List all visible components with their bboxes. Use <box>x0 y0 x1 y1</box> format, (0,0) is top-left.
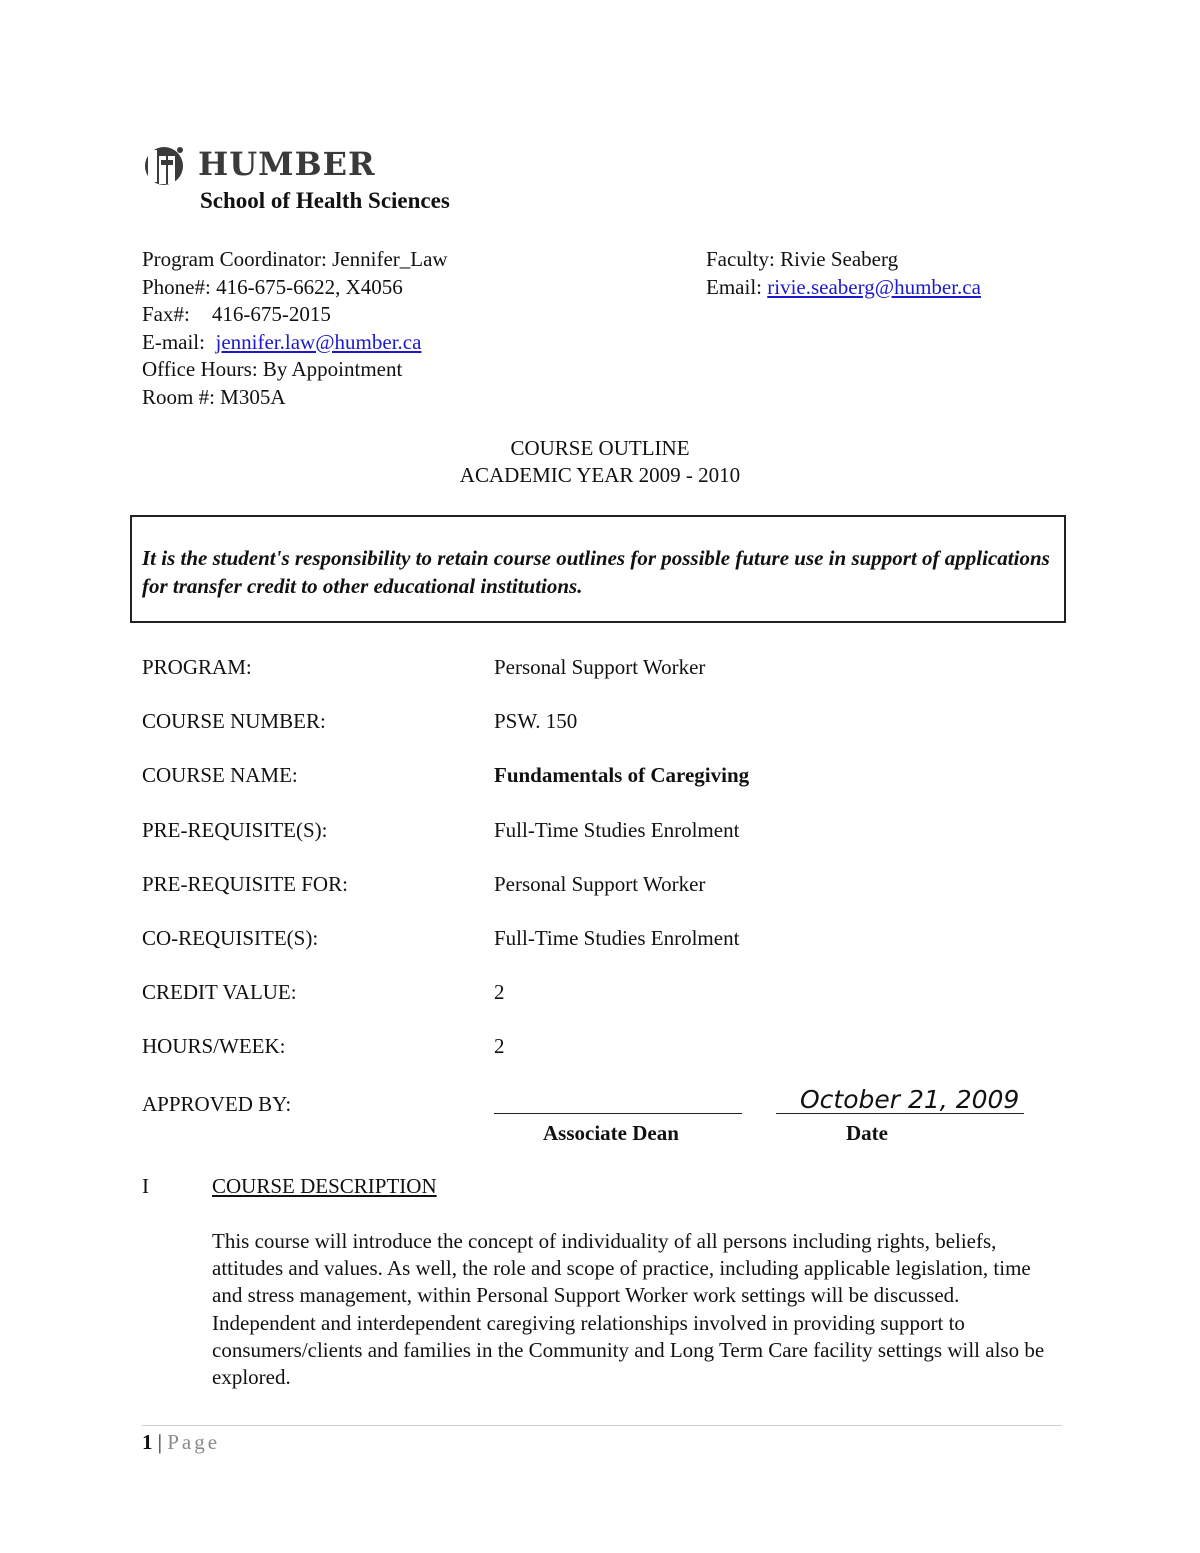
field-label-prerequisites: PRE-REQUISITE(S): <box>142 818 328 842</box>
page-number: 1 <box>142 1430 153 1454</box>
field-value-corequisites: Full-Time Studies Enrolment <box>494 926 740 950</box>
faculty-email <box>706 274 981 302</box>
fax-value: 416-675-2015 <box>211 302 331 326</box>
humber-logo-icon <box>142 142 186 186</box>
field-value-program: Personal Support Worker <box>494 655 706 679</box>
page-footer <box>142 1430 220 1455</box>
field-label-prerequisite-for: PRE-REQUISITE FOR: <box>142 872 348 896</box>
faculty-name: Faculty: Rivie Seaberg <box>706 247 899 271</box>
field-label-corequisites: CO-REQUISITE(S): <box>142 926 319 950</box>
coordinator-contact <box>142 246 448 411</box>
page-separator: | <box>157 1430 162 1454</box>
field-label-course-number: COURSE NUMBER: <box>142 709 326 733</box>
course-description: This course will introduce the concept of individuality of all persons including rights, beliefs, attitudes and values. As well, the role and scope of practice, including applicable legislation, time and stress management, within Personal Support Worker work settings will be discussed. Independent and interdependent caregiving relationships involved in providing support to consumers/clients and families in the Community and Long Term Care facility settings will also be explored. <box>212 1229 1045 1390</box>
signature-line <box>494 1113 742 1114</box>
section-number: I <box>142 1174 149 1198</box>
logo-text: HUMBER <box>198 145 376 183</box>
coordinator-email <box>142 329 448 357</box>
email-label: E-mail: <box>142 329 205 354</box>
field-value-hours-week: 2 <box>494 1034 505 1058</box>
associate-dean-caption: Associate Dean <box>543 1121 679 1145</box>
field-value-prerequisites: Full-Time Studies Enrolment <box>494 818 740 842</box>
notice-text: It is the student's responsibility to retain course outlines for possible future use in support of applications for transfer credit to other educational institutions. <box>142 546 1050 598</box>
field-value-course-name: Fundamentals of Caregiving <box>494 763 750 787</box>
faculty-email-label: Email: <box>706 274 762 299</box>
date-caption: Date <box>846 1121 888 1145</box>
faculty-contact <box>706 246 981 301</box>
academic-year-title: ACADEMIC YEAR 2009 - 2010 <box>459 463 741 487</box>
coordinator-name: Program Coordinator: Jennifer_Law <box>142 247 448 271</box>
page-word: Page <box>167 1430 221 1454</box>
coordinator-phone: Phone#: 416-675-6622, X4056 <box>142 274 403 299</box>
field-label-course-name: COURSE NAME: <box>142 763 298 787</box>
coordinator-room: Room #: M305A <box>142 384 286 409</box>
school-name: School of Health Sciences <box>200 188 450 213</box>
footer-rule <box>142 1425 1062 1426</box>
field-value-prerequisite-for: Personal Support Worker <box>494 872 706 896</box>
field-value-credit-value: 2 <box>494 980 505 1004</box>
humber-logo <box>142 142 376 186</box>
coordinator-email-link[interactable]: jennifer.law@humber.ca <box>215 329 422 354</box>
approval-date: October 21, 2009 <box>800 1085 1020 1114</box>
section-title: COURSE DESCRIPTION <box>212 1174 437 1198</box>
approved-by-label: APPROVED BY: <box>142 1092 292 1116</box>
field-label-program: PROGRAM: <box>142 655 252 679</box>
fax-label: Fax#: <box>142 302 190 326</box>
field-value-course-number: PSW. 150 <box>494 709 578 733</box>
coordinator-fax <box>142 301 448 329</box>
course-outline-title: COURSE OUTLINE <box>510 436 690 460</box>
faculty-email-link[interactable]: rivie.seaberg@humber.ca <box>767 274 981 299</box>
field-label-credit-value: CREDIT VALUE: <box>142 980 297 1004</box>
notice-box <box>130 515 1066 623</box>
coordinator-office-hours: Office Hours: By Appointment <box>142 357 403 381</box>
field-label-hours-week: HOURS/WEEK: <box>142 1034 286 1058</box>
